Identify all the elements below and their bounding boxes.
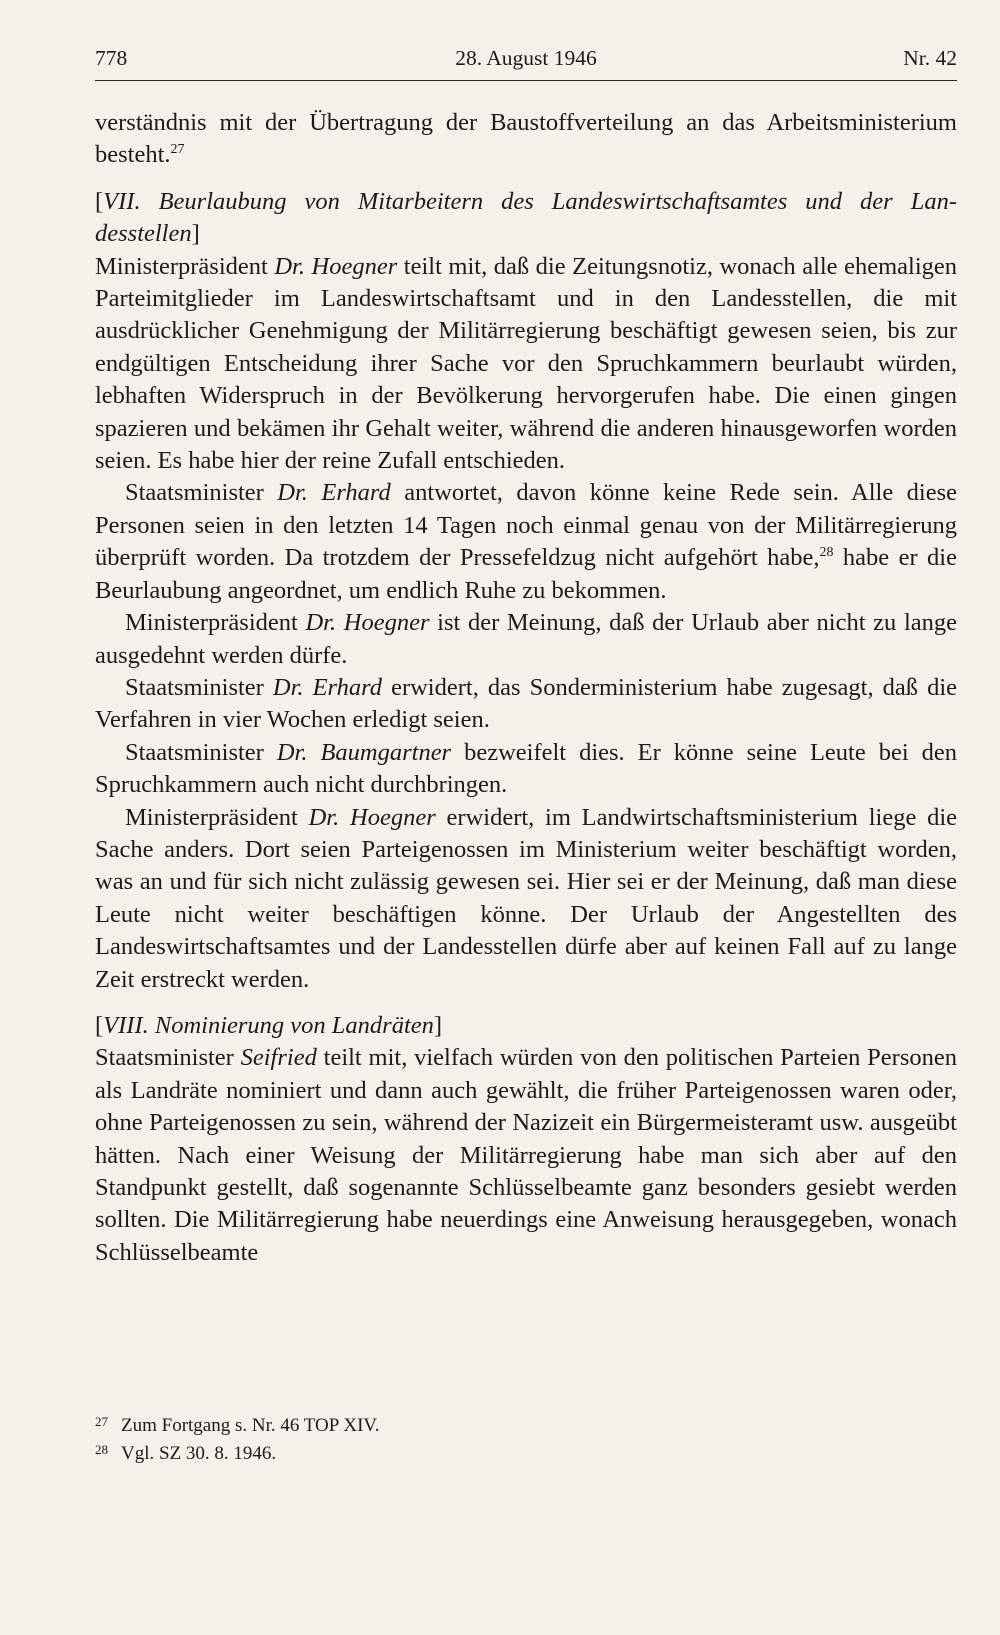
footnote-ref-28[interactable]: 28 bbox=[819, 545, 834, 561]
issue-number: Nr. 42 bbox=[903, 46, 957, 70]
footnote-27 bbox=[95, 1412, 957, 1440]
paragraph-continuation: verständnis mit der Übertragung der Baustoffverteilung an das Arbeitsministerium besteht.$^{27}$ bbox=[95, 109, 957, 169]
paragraph-hoegner-1: Ministerpräsident Dr. Hoegner teilt mit, daß die Zeitungsnotiz, wonach alle ehemaligen Parteimitglieder im Landeswirtschaftsamt und in den Landesstellen, die mit ausdrücklicher Genehmigung der Militärregierung beschäftigt gewesen seien, bis zur endgültigen Entscheidung ihrer Sache vor den Spruchkammern beurlaubt würden, lebhaften Widerspruch in der Bevölkerung hervorgerufen habe. Die einen gingen spazieren und bekämen ihr Gehalt weiter, während die anderen hinausgeworfen worden seien. Es habe hier der reine Zufall entschieden. bbox=[95, 252, 958, 475]
paragraph-seifried: Staatsminister Seifried teilt mit, vielfach würden von den politischen Parteien Personen als Landräte nominiert und dann auch gewählt, die früher Parteigenossen waren oder, ohne Parteigenossen zu sein, während der Nazizeit ein Bürgermeisteramt usw. ausgeübt hätten. Nach einer Weisung der Militärregierung habe man sich aber auf den Standpunkt gestellt, daß sogenannte Schlüsselbeamte ganz besonders gesiebt werden sollten. Die Militärregierung habe neuerdings eine Anweisung herausgegeben, wonach Schlüsselbeamte bbox=[95, 1044, 957, 1266]
section-heading-vii: [VII. Beurlaubung von Mitarbeitern des Landeswirtschaftsamtes und der Landesstellen] bbox=[95, 187, 957, 248]
footnote-28 bbox=[95, 1440, 957, 1468]
paragraph-hoegner-2: Ministerpräsident Dr. Hoegner ist der Meinung, daß der Urlaub aber nicht zu lange ausgedehnt werden dürfe. bbox=[95, 609, 958, 669]
page-number: 778 bbox=[95, 46, 128, 70]
speaker-name: Hoegner bbox=[343, 609, 430, 637]
speaker-name: Hoegner bbox=[350, 803, 436, 831]
footnote-text: Zum Fortgang s. Nr. 46 TOP XIV. bbox=[121, 1415, 380, 1436]
speaker-name: Erhard bbox=[321, 479, 391, 507]
section-heading-viii: [VIII. Nominierung von Landräten] bbox=[95, 1011, 443, 1039]
paragraph-erhard-1: Staatsminister Dr. Erhard antwortet, davon könne keine Rede sein. Alle diese Personen seien in den letzten 14 Tagen noch einmal genau von der Militärregierung überprüft worden. Da trotzdem der Pressefeldzug nicht aufgehört habe,$^{28}$ habe er die Beurlaubung angeordnet, um endlich Ruhe zu bekommen. bbox=[95, 479, 957, 604]
speaker-name: Hoegner bbox=[311, 252, 398, 280]
paragraph-hoegner-3: Ministerpräsident Dr. Hoegner erwidert, im Landwirtschaftsministerium liege die Sache anders. Dort seien Parteigenossen im Ministerium weiter beschäftigt worden, was an und für sich nicht zulässig gewesen sei. Hier sei er der Meinung, daß man diese Leute nicht weiter beschäftigen könne. Der Urlaub der Angestellten des Landeswirtschaftsamtes und der Landesstellen dürfe aber auf keinen Fall auf zu lange Zeit erstreckt werden. bbox=[95, 803, 958, 993]
footnote-number: 27 bbox=[95, 1414, 108, 1429]
header-date: 28. August 1946 bbox=[455, 46, 597, 70]
paragraph-erhard-2: Staatsminister Dr. Erhard erwidert, das Sonderministerium habe zugesagt, daß die Verfahren in vier Wochen erledigt seien. bbox=[95, 673, 957, 734]
footnote-text: Vgl. SZ 30. 8. 1946. bbox=[121, 1443, 277, 1464]
paragraph-baumgartner: Staatsminister Dr. Baumgartner bezweifelt dies. Er könne seine Leute bei den Spruchkammern auch nicht durchbringen. bbox=[95, 738, 957, 799]
speaker-name: Seifried bbox=[240, 1044, 317, 1072]
footnote-number: 28 bbox=[95, 1442, 108, 1457]
footnotes bbox=[95, 1412, 957, 1468]
running-header bbox=[95, 42, 957, 81]
footnote-ref-27[interactable]: 27 bbox=[170, 142, 185, 158]
speaker-name: Erhard bbox=[312, 673, 383, 701]
main-text bbox=[95, 107, 957, 1269]
speaker-name: Baumgartner bbox=[320, 738, 452, 766]
